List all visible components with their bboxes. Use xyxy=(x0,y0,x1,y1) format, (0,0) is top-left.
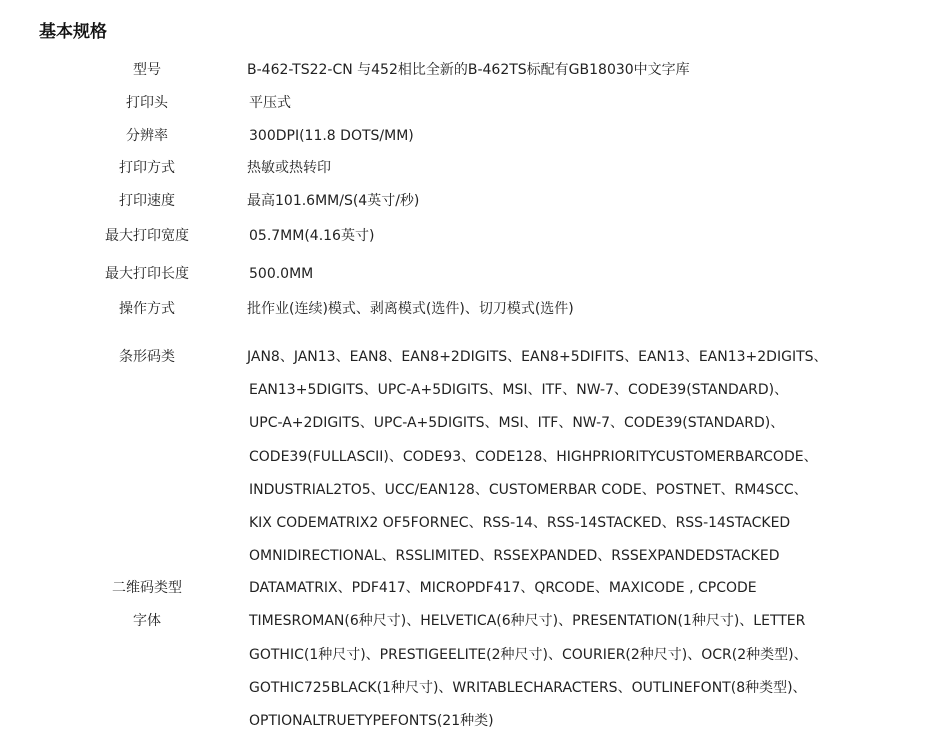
barcode-line: CODE39(FULLASCII)、CODE93、CODE128、HIGHPRIORITYCUSTOMERBARCODE、 xyxy=(249,449,818,465)
spec-value: 300DPI(11.8 DOTS/MM) xyxy=(249,128,414,144)
barcode-line: OMNIDIRECTIONAL、RSSLIMITED、RSSEXPANDED、RSSEXPANDEDSTACKED xyxy=(249,548,780,564)
spec-label: 型号 xyxy=(133,62,161,78)
barcode-line: EAN13+5DIGITS、UPC-A+5DIGITS、MSI、ITF、NW-7、CODE39(STANDARD)、 xyxy=(249,382,789,398)
spec-label: 最大打印宽度 xyxy=(105,228,189,244)
spec-label: 操作方式 xyxy=(119,301,175,317)
font-line: TIMESROMAN(6种尺寸)、HELVETICA(6种尺寸)、PRESENTATION(1种尺寸)、LETTER xyxy=(249,613,806,629)
spec-value: 平压式 xyxy=(249,95,291,111)
spec-value: 热敏或热转印 xyxy=(247,160,331,176)
spec-value: 05.7MM(4.16英寸) xyxy=(249,228,375,244)
font-line: OPTIONALTRUETYPEFONTS(21种类) xyxy=(249,713,494,729)
font-line: GOTHIC(1种尺寸)、PRESTIGEELITE(2种尺寸)、COURIER(2种尺寸)、OCR(2种类型)、 xyxy=(249,647,808,663)
barcode-line: INDUSTRIAL2TO5、UCC/EAN128、CUSTOMERBAR CODE、POSTNET、RM4SCC、 xyxy=(249,482,808,498)
spec-label: 最大打印长度 xyxy=(105,266,189,282)
spec-value: 最高101.6MM/S(4英寸/秒) xyxy=(247,193,420,209)
spec-label: 字体 xyxy=(133,613,161,629)
spec-label: 分辨率 xyxy=(126,128,168,144)
barcode-line: JAN8、JAN13、EAN8、EAN8+2DIGITS、EAN8+5DIFITS、EAN13、EAN13+2DIGITS、 xyxy=(247,349,828,365)
spec-label: 条形码类 xyxy=(119,349,175,365)
section-title: 基本规格 xyxy=(39,22,107,42)
spec-label: 打印头 xyxy=(126,95,168,111)
spec-label: 打印速度 xyxy=(119,193,175,209)
spec-label: 打印方式 xyxy=(119,160,175,176)
barcode-line: UPC-A+2DIGITS、UPC-A+5DIGITS、MSI、ITF、NW-7、CODE39(STANDARD)、 xyxy=(249,415,785,431)
spec-value: 批作业(连续)模式、剥离模式(选件)、切刀模式(选件) xyxy=(247,301,574,317)
font-line: GOTHIC725BLACK(1种尺寸)、WRITABLECHARACTERS、OUTLINEFONT(8种类型)、 xyxy=(249,680,807,696)
spec-label: 二维码类型 xyxy=(112,580,182,596)
barcode-line: KIX CODEMATRIX2 OF5FORNEC、RSS-14、RSS-14STACKED、RSS-14STACKED xyxy=(249,515,791,531)
qrcode-value: DATAMATRIX、PDF417、MICROPDF417、QRCODE、MAXICODE , CPCODE xyxy=(249,580,757,596)
spec-value: B-462-TS22-CN 与452相比全新的B-462TS标配有GB18030中文字库 xyxy=(247,62,690,78)
spec-value: 500.0MM xyxy=(249,266,314,282)
